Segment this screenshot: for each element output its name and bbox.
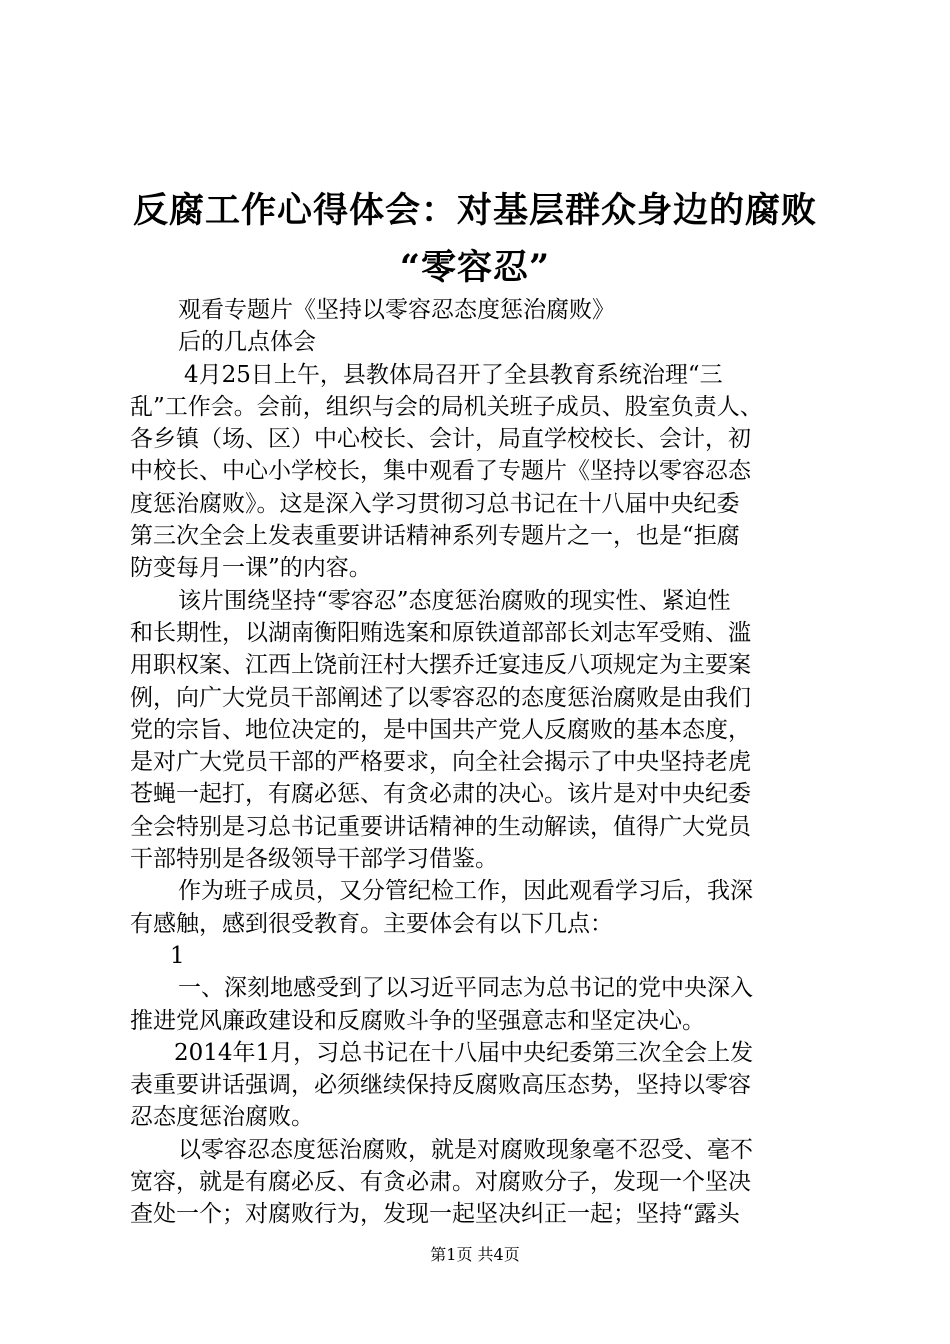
body-line: 忍态度惩治腐败。: [130, 1104, 314, 1131]
list-number: 1: [170, 942, 185, 969]
body-line: 全会特别是习总书记重要讲话精神的生动解读，值得广大党员: [130, 813, 751, 840]
body-line: 查处一个；对腐败行为，发现一起坚决纠正一起；坚持“露头: [130, 1201, 740, 1228]
body-line: 党的宗旨、地位决定的，是中国共产党人反腐败的基本态度，: [130, 716, 751, 743]
document-title-line-1: 反腐工作心得体会：对基层群众身边的腐败: [132, 190, 817, 231]
body-line: 一、深刻地感受到了以习近平同志为总书记的党中央深入: [178, 975, 753, 1002]
document-title-line-2: “零容忍”: [399, 247, 551, 288]
body-line: 以零容忍态度惩治腐败，就是对腐败现象毫不忍受、毫不: [178, 1136, 753, 1163]
body-line: 观看专题片《坚持以零容忍态度惩治腐败》: [178, 297, 615, 323]
body-line: 用职权案、江西上饶前汪村大摆乔迁宴违反八项规定为主要案: [130, 652, 751, 679]
body-line: 有感触，感到很受教育。主要体会有以下几点：: [130, 910, 613, 937]
body-line: 和长期性，以湖南衡阳贿选案和原铁道部部长刘志军受贿、滥: [130, 619, 751, 646]
body-line: 作为班子成员，又分管纪检工作，因此观看学习后，我深: [178, 878, 753, 905]
body-line: 后的几点体会: [178, 329, 316, 356]
body-line: 乱”工作会。会前，组织与会的局机关班子成员、股室负责人、: [130, 393, 763, 420]
body-line: 2014年1月，习总书记在十八届中央纪委第三次全会上发: [174, 1039, 754, 1066]
body-line: 推进党风廉政建设和反腐败斗争的坚强意志和坚定决心。: [130, 1007, 705, 1034]
page-footer: 第1页 共4页: [430, 1245, 520, 1264]
body-line: 第三次全会上发表重要讲话精神系列专题片之一，也是“拒腐: [130, 523, 740, 550]
body-line: 度惩治腐败》。这是深入学习贯彻习总书记在十八届中央纪委: [130, 490, 740, 517]
body-line: 是对广大党员干部的严格要求，向全社会揭示了中央坚持老虎: [130, 749, 751, 776]
body-line: 各乡镇（场、区）中心校长、会计，局直学校校长、会计，初: [130, 426, 751, 453]
body-line: 4月25日上午，县教体局召开了全县教育系统治理“三: [184, 361, 723, 388]
body-line: 苍蝇一起打，有腐必惩、有贪必肃的决心。该片是对中央纪委: [130, 781, 751, 808]
body-line: 例，向广大党员干部阐述了以零容忍的态度惩治腐败是由我们: [130, 684, 751, 711]
body-line: 表重要讲话强调，必须继续保持反腐败高压态势，坚持以零容: [130, 1072, 751, 1099]
body-line: 干部特别是各级领导干部学习借鉴。: [130, 846, 498, 873]
body-line: 中校长、中心小学校长，集中观看了专题片《坚持以零容忍态: [130, 458, 751, 485]
body-line: 宽容，就是有腐必反、有贪必肃。对腐败分子，发现一个坚决: [130, 1169, 751, 1196]
document-body: [130, 294, 830, 1231]
body-line: 防变每月一课”的内容。: [130, 555, 372, 582]
body-line: 该片围绕坚持“零容忍”态度惩治腐败的现实性、紧迫性: [178, 587, 731, 614]
